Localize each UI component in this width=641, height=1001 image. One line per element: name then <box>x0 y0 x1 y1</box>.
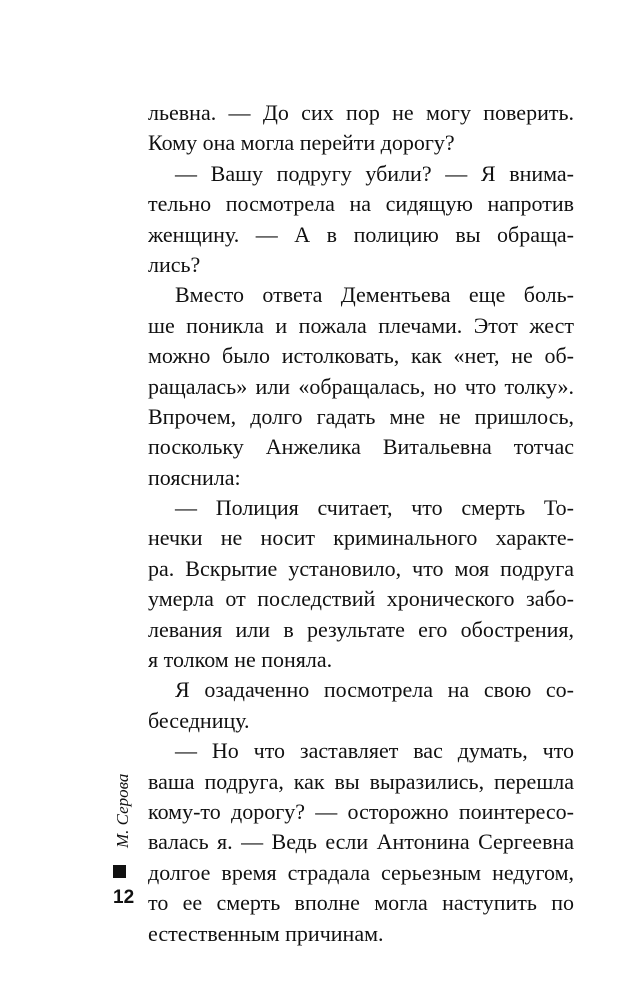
text-line: Вместо ответа Дементьева еще боль- <box>175 282 574 308</box>
text-line: ваша подруга, как вы выразились, перешла <box>148 768 574 794</box>
text-line: тельно посмотрела на сидящую напротив <box>148 191 574 217</box>
square-marker-icon <box>113 865 126 878</box>
text-line: беседницу. <box>148 707 250 733</box>
text-line: Кому она могла перейти дорогу? <box>148 130 455 156</box>
text-line: — Вашу подругу убили? — Я внима- <box>175 160 574 186</box>
text-line: — Но что заставляет вас думать, что <box>175 738 574 764</box>
text-line: я толком не поняла. <box>148 647 333 673</box>
text-line: естественным причинам. <box>148 920 384 946</box>
text-line: пояснила: <box>148 464 241 490</box>
text-line: женщину. — А в полицию вы обраща- <box>148 221 574 247</box>
text-line: ращалась» или «обращалась, но что толку». <box>148 373 574 399</box>
text-line: ра. Вскрытие установило, что моя подруга <box>148 555 574 581</box>
text-line: кому-то дорогу? — осторожно поинтересо- <box>148 798 574 824</box>
text-line: — Полиция считает, что смерть То- <box>175 495 574 521</box>
text-line: валась я. — Ведь если Антонина Сергеевна <box>148 829 574 855</box>
text-line: нечки не носит криминального характе- <box>148 525 574 551</box>
text-line: левания или в результате его обострения, <box>148 616 574 642</box>
text-line: Я озадаченно посмотрела на свою со- <box>175 677 574 703</box>
page-number: 12 <box>113 887 135 908</box>
text-line: долгое время страдала серьезным недугом, <box>148 859 574 885</box>
text-line: лись? <box>148 251 201 277</box>
text-line: Впрочем, долго гадать мне не пришлось, <box>148 403 574 429</box>
body-text <box>148 98 574 949</box>
text-line: поскольку Анжелика Витальевна тотчас <box>148 434 574 460</box>
running-head-author: М. Серова <box>113 773 132 848</box>
text-line: то ее смерть вполне могла наступить по <box>148 890 574 916</box>
text-line: льевна. — До сих пор не могу поверить. <box>148 100 574 125</box>
text-line: можно было истолковать, как «нет, не об- <box>148 343 574 369</box>
text-line: ше поникла и пожала плечами. Этот жест <box>148 312 574 338</box>
text-line: умерла от последствий хронического забо- <box>148 586 574 612</box>
